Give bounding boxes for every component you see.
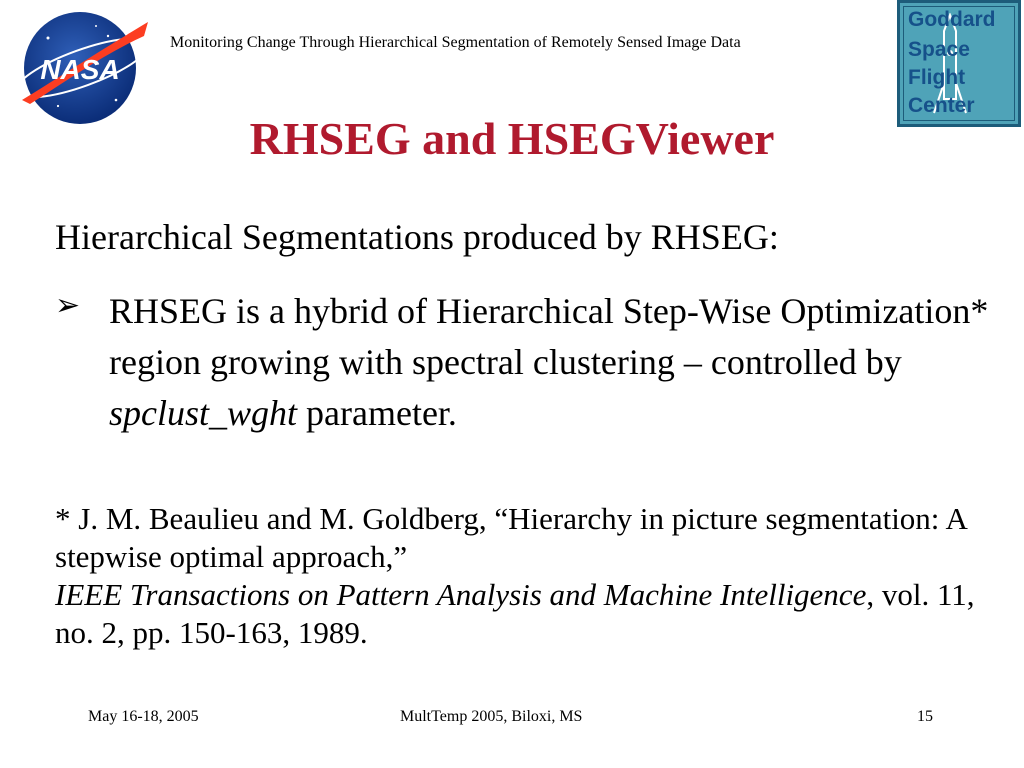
- goddard-word-2: Space: [908, 38, 970, 61]
- header-text: Monitoring Change Through Hierarchical Segmentation of Remotely Sensed Image Data: [170, 34, 741, 51]
- reference-text: * J. M. Beaulieu and M. Goldberg, “Hierarchy in picture segmentation: A stepwise optimal approach,”: [55, 501, 967, 574]
- reference-journal: IEEE Transactions on Pattern Analysis and Machine Intelligence: [55, 577, 867, 612]
- bullet-text-end: parameter.: [297, 393, 457, 433]
- reference-citation: [55, 500, 985, 652]
- bullet-param: spclust_wght: [109, 393, 298, 433]
- intro-text: Hierarchical Segmentations produced by RHSEG:: [55, 217, 779, 257]
- footer-conference: MultTemp 2005, Biloxi, MS: [400, 708, 583, 725]
- nasa-logo-icon: [8, 8, 156, 128]
- arrow-bullet-icon: ➢: [55, 288, 81, 323]
- footer-date: May 16-18, 2005: [88, 708, 199, 725]
- goddard-word-1: Goddard: [908, 8, 996, 31]
- bullet-text: [109, 286, 989, 439]
- nasa-logo-text: NASA: [40, 54, 120, 85]
- bullet-text-main: RHSEG is a hybrid of Hierarchical Step-Wise Optimization* region growing with spectral clustering – controlled by: [109, 291, 989, 382]
- page-number: 15: [917, 708, 933, 725]
- reference-details: , vol. 11, no. 2, pp. 150-163, 1989.: [55, 577, 975, 650]
- goddard-logo-icon: [897, 0, 1021, 127]
- goddard-word-3: Flight: [908, 66, 966, 89]
- slide-title: RHSEG and HSEGViewer: [249, 113, 775, 164]
- goddard-word-4: Center: [908, 94, 975, 117]
